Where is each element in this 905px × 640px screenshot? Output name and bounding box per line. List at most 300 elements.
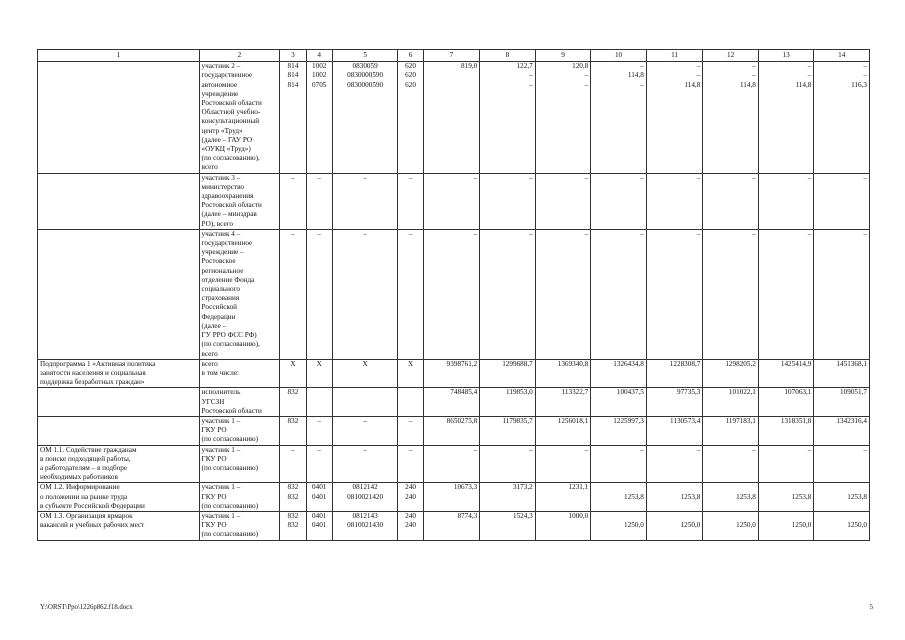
- cell-line: 0401: [312, 521, 327, 530]
- cell-line: (далее –: [201, 321, 227, 330]
- cell-line: 0401: [312, 511, 327, 520]
- cell-line: 0401: [312, 483, 327, 492]
- cell-line: (по согласованию),: [201, 154, 260, 163]
- cell-line: ОМ 1.1. Содействие гражданам: [40, 445, 137, 454]
- value-cell-col11: [646, 229, 703, 359]
- cell-line: 107063,1: [784, 388, 812, 397]
- cell-line: 114,8: [684, 80, 701, 89]
- cell-line: –: [291, 445, 295, 454]
- cell-line: (по согласованию): [201, 463, 259, 472]
- value-cell-col11: [646, 173, 703, 229]
- cell-line: 1369340,8: [557, 359, 589, 368]
- participant-cell: [199, 173, 280, 229]
- value-cell-col11: [646, 445, 703, 483]
- value-cell-col12: [703, 62, 759, 173]
- cell-line: –: [696, 62, 701, 71]
- cell-line: X: [407, 359, 414, 368]
- cell-line: занятости населения и социальная: [40, 368, 146, 377]
- cell-line: 0812142: [352, 483, 378, 492]
- cell-line: [40, 417, 197, 426]
- value-cell-col3: [280, 445, 306, 483]
- cell-line: 1250,0: [791, 521, 812, 530]
- cell-line: [40, 230, 197, 239]
- cell-line: 1231,1: [568, 483, 589, 492]
- value-cell-col3: [280, 388, 306, 417]
- cell-line: –: [291, 229, 295, 238]
- value-cell-col8: [480, 416, 536, 445]
- value-cell-col14: [814, 483, 870, 512]
- cell-line: 109051,7: [840, 388, 867, 397]
- value-cell-col11: [646, 359, 703, 388]
- cell-line: –: [696, 445, 701, 454]
- cell-line: 1250,0: [680, 521, 701, 530]
- table-body: [38, 62, 870, 540]
- value-cell-col3: [280, 173, 306, 229]
- value-cell-col13: [758, 359, 814, 388]
- cell-line: –: [863, 445, 867, 454]
- cell-line: в том числе:: [201, 368, 240, 377]
- value-cell-col13: [758, 173, 814, 229]
- cell-line: ОМ 1.2. Информирование: [40, 483, 120, 492]
- cell-line: 620: [405, 62, 416, 71]
- participant-cell: [199, 62, 280, 173]
- program-name-cell: [38, 483, 200, 512]
- cell-line: 1002: [312, 71, 327, 80]
- value-cell-col7: [423, 445, 480, 483]
- value-cell-col14: [814, 229, 870, 359]
- cell-line: 0812143: [352, 511, 378, 520]
- cell-line: Ростовской области: [201, 201, 262, 210]
- cell-line: –: [640, 80, 644, 89]
- value-cell-col5: [332, 359, 398, 388]
- cell-line: 832: [287, 483, 299, 492]
- cell-line: 1000,0: [568, 511, 589, 520]
- cell-line: учреждение: [201, 89, 239, 98]
- cell-line: 832: [287, 511, 299, 520]
- cell-line: [593, 483, 644, 492]
- value-cell-col8: [480, 173, 536, 229]
- cell-line: здравоохранения: [201, 192, 254, 201]
- value-cell-col6: [398, 483, 423, 512]
- cell-line: 1253,8: [624, 492, 644, 501]
- cell-line: 97735,3: [676, 388, 701, 397]
- cell-line: 819,0: [461, 62, 478, 71]
- cell-line: региональное: [201, 266, 244, 275]
- cell-line: социального: [201, 285, 240, 294]
- cell-line: –: [696, 229, 701, 238]
- cell-line: 832: [287, 521, 299, 530]
- value-cell-col9: [535, 62, 591, 173]
- cell-line: 8774,3: [457, 511, 478, 520]
- cell-line: 832: [287, 416, 299, 425]
- cell-line: –: [317, 229, 321, 238]
- cell-line: ГКУ РО: [201, 454, 227, 463]
- cell-line: страхования: [201, 294, 240, 303]
- column-header-4: 4: [306, 50, 332, 62]
- cell-line: [649, 512, 701, 521]
- value-cell-col10: [591, 173, 647, 229]
- cell-line: –: [363, 173, 367, 182]
- cell-line: –: [752, 229, 756, 238]
- cell-line: 1326434,8: [613, 359, 644, 368]
- cell-line: –: [363, 445, 367, 454]
- cell-line: 0830000590: [347, 71, 384, 80]
- cell-line: центр «Труд»: [201, 126, 243, 135]
- cell-line: –: [317, 445, 321, 454]
- program-name-cell: [38, 511, 200, 540]
- participant-cell: [199, 229, 280, 359]
- value-cell-col12: [703, 483, 759, 512]
- value-cell-col5: [332, 483, 398, 512]
- cell-line: 1524,3: [512, 511, 533, 520]
- column-header-10: 10: [591, 50, 647, 62]
- cell-line: автономное: [201, 80, 238, 89]
- cell-line: ГУ РРО ФСС РФ): [201, 331, 257, 340]
- cell-line: 122,7: [516, 62, 533, 71]
- column-header-7: 7: [423, 50, 480, 62]
- cell-line: [649, 483, 701, 492]
- cell-line: участник 2 –: [201, 62, 241, 71]
- value-cell-col3: [280, 483, 306, 512]
- cell-line: Подпрограмма 1 «Активная политика: [40, 359, 156, 368]
- cell-line: 1197183,1: [725, 416, 756, 425]
- cell-line: [761, 512, 812, 521]
- cell-line: 1250,0: [736, 521, 756, 530]
- cell-line: Ростовское: [201, 257, 236, 266]
- value-cell-col8: [480, 62, 536, 173]
- value-cell-col8: [480, 445, 536, 483]
- value-cell-col6: [398, 445, 423, 483]
- participant-cell: [199, 359, 280, 388]
- cell-line: (по согласованию): [201, 530, 259, 539]
- cell-line: государственное: [201, 71, 253, 80]
- cell-line: 114,8: [627, 71, 644, 80]
- value-cell-col5: [332, 388, 398, 417]
- cell-line: 748485,4: [450, 388, 478, 397]
- cell-line: –: [473, 229, 478, 238]
- column-header-5: 5: [332, 50, 398, 62]
- value-cell-col5: [332, 511, 398, 540]
- cell-line: Областной учебно-: [201, 108, 261, 117]
- value-cell-col5: [332, 173, 398, 229]
- value-cell-col7: [423, 229, 480, 359]
- cell-line: 1298205,2: [725, 359, 756, 368]
- cell-line: [705, 483, 756, 492]
- cell-line: (по согласованию): [201, 501, 259, 510]
- value-cell-col9: [535, 483, 591, 512]
- value-cell-col10: [591, 62, 647, 173]
- value-cell-col8: [480, 229, 536, 359]
- cell-line: Федерации: [201, 312, 236, 321]
- cell-line: 0830000590: [347, 80, 384, 89]
- cell-line: [761, 483, 812, 492]
- value-cell-col11: [646, 511, 703, 540]
- cell-line: ГКУ РО: [201, 521, 227, 530]
- cell-line: [705, 512, 756, 521]
- cell-line: 1342316,4: [836, 416, 867, 425]
- participant-cell: [199, 388, 280, 417]
- value-cell-col4: [306, 483, 332, 512]
- value-cell-col10: [591, 483, 647, 512]
- value-cell-col14: [814, 416, 870, 445]
- value-cell-col10: [591, 388, 647, 417]
- value-cell-col3: [280, 416, 306, 445]
- cell-line: Ростовской области: [201, 406, 262, 415]
- cell-line: –: [640, 229, 644, 238]
- cell-line: (далее – минздрав: [201, 210, 257, 219]
- cell-line: –: [584, 229, 589, 238]
- value-cell-col3: [280, 229, 306, 359]
- value-cell-col9: [535, 445, 591, 483]
- value-cell-col7: [423, 388, 480, 417]
- value-cell-col14: [814, 359, 870, 388]
- table-row: [38, 388, 870, 417]
- value-cell-col7: [423, 359, 480, 388]
- table-row: [38, 173, 870, 229]
- cell-line: 240: [405, 492, 416, 501]
- value-cell-col9: [535, 359, 591, 388]
- cell-line: –: [363, 229, 367, 238]
- cell-line: –: [696, 71, 701, 80]
- cell-line: 814: [287, 62, 299, 71]
- cell-line: –: [363, 416, 367, 425]
- value-cell-col5: [332, 229, 398, 359]
- cell-line: [40, 388, 197, 397]
- cell-line: 1253,8: [736, 492, 756, 501]
- cell-line: министерство: [201, 182, 245, 191]
- cell-line: 9398761,2: [446, 359, 478, 368]
- value-cell-col7: [423, 62, 480, 173]
- cell-line: [816, 483, 867, 492]
- program-name-cell: [38, 62, 200, 173]
- value-cell-col8: [480, 483, 536, 512]
- value-cell-col13: [758, 62, 814, 173]
- cell-line: 814: [287, 80, 299, 89]
- cell-line: –: [807, 445, 812, 454]
- cell-line: –: [807, 173, 812, 182]
- cell-line: всего: [201, 349, 218, 358]
- value-cell-col6: [398, 62, 423, 173]
- value-cell-col10: [591, 511, 647, 540]
- cell-line: –: [640, 445, 644, 454]
- cell-line: [816, 512, 867, 521]
- cell-line: отделение Фонда: [201, 275, 255, 284]
- value-cell-col13: [758, 388, 814, 417]
- cell-line: –: [584, 173, 589, 182]
- cell-line: всего: [201, 163, 218, 172]
- value-cell-col11: [646, 62, 703, 173]
- value-cell-col4: [306, 416, 332, 445]
- value-cell-col8: [480, 388, 536, 417]
- cell-line: 0810021430: [347, 521, 384, 530]
- value-cell-col4: [306, 388, 332, 417]
- value-cell-col11: [646, 416, 703, 445]
- cell-line: –: [317, 173, 321, 182]
- cell-line: –: [529, 445, 533, 454]
- table-row: [38, 229, 870, 359]
- column-header-8: 8: [480, 50, 536, 62]
- cell-line: 101022,1: [728, 388, 756, 397]
- cell-line: 1225997,3: [613, 416, 644, 425]
- value-cell-col6: [398, 173, 423, 229]
- cell-line: –: [584, 445, 589, 454]
- cell-line: –: [807, 71, 812, 80]
- value-cell-col14: [814, 445, 870, 483]
- cell-line: [335, 388, 396, 397]
- cell-line: –: [640, 62, 644, 71]
- cell-line: 240: [405, 511, 416, 520]
- value-cell-col5: [332, 62, 398, 173]
- cell-line: 10673,3: [453, 483, 478, 492]
- cell-line: –: [529, 71, 533, 80]
- cell-line: исполнитель: [201, 388, 241, 397]
- cell-line: –: [863, 71, 867, 80]
- value-cell-col14: [814, 62, 870, 173]
- value-cell-col10: [591, 416, 647, 445]
- cell-line: 1451368,1: [836, 359, 867, 368]
- value-cell-col11: [646, 388, 703, 417]
- value-cell-col12: [703, 445, 759, 483]
- cell-line: –: [863, 62, 867, 71]
- cell-line: X: [362, 359, 368, 368]
- cell-line: 1299688,7: [502, 359, 533, 368]
- cell-line: 1318351,8: [780, 416, 812, 425]
- cell-line: 114,8: [795, 80, 812, 89]
- cell-line: 116,3: [851, 80, 867, 89]
- cell-line: 1425414,9: [780, 359, 812, 368]
- cell-line: 832: [287, 388, 299, 397]
- cell-line: 100437,5: [616, 388, 644, 397]
- cell-line: –: [529, 229, 533, 238]
- value-cell-col9: [535, 173, 591, 229]
- value-cell-col12: [703, 416, 759, 445]
- cell-line: –: [529, 173, 533, 182]
- program-name-cell: [38, 388, 200, 417]
- table-row: [38, 359, 870, 388]
- cell-line: (далее – ГАУ РО: [201, 135, 253, 144]
- cell-line: Ростовской области: [201, 99, 262, 108]
- value-cell-col12: [703, 388, 759, 417]
- cell-line: –: [408, 229, 413, 238]
- program-name-cell: [38, 359, 200, 388]
- value-cell-col13: [758, 229, 814, 359]
- value-cell-col4: [306, 359, 332, 388]
- value-cell-col10: [591, 229, 647, 359]
- cell-line: –: [317, 416, 321, 425]
- program-name-cell: [38, 416, 200, 445]
- value-cell-col6: [398, 511, 423, 540]
- participant-cell: [199, 511, 280, 540]
- cell-line: X: [290, 359, 296, 368]
- value-cell-col13: [758, 416, 814, 445]
- column-header-1: 1: [38, 50, 200, 62]
- program-name-cell: [38, 173, 200, 229]
- cell-line: –: [640, 173, 644, 182]
- cell-line: «ОУКЦ «Труд»): [201, 145, 251, 154]
- value-cell-col6: [398, 229, 423, 359]
- value-cell-col6: [398, 388, 423, 417]
- cell-line: 1179835,7: [502, 416, 533, 425]
- value-cell-col13: [758, 483, 814, 512]
- cell-line: –: [752, 62, 756, 71]
- table-row: [38, 511, 870, 540]
- cell-line: –: [584, 71, 589, 80]
- cell-line: –: [807, 62, 812, 71]
- cell-line: 620: [405, 80, 416, 89]
- cell-line: о положении на рынке труда: [40, 492, 128, 501]
- value-cell-col12: [703, 511, 759, 540]
- cell-line: –: [807, 229, 812, 238]
- value-cell-col5: [332, 445, 398, 483]
- cell-line: 0401: [312, 492, 327, 501]
- cell-line: участник 1 –: [201, 416, 241, 425]
- cell-line: 240: [405, 521, 416, 530]
- cell-line: –: [408, 173, 413, 182]
- cell-line: 1250,0: [847, 521, 867, 530]
- value-cell-col9: [535, 511, 591, 540]
- cell-line: –: [696, 173, 701, 182]
- value-cell-col9: [535, 388, 591, 417]
- cell-line: 1253,8: [847, 492, 867, 501]
- cell-line: 120,8: [572, 62, 589, 71]
- cell-line: 1253,8: [680, 492, 701, 501]
- value-cell-col8: [480, 511, 536, 540]
- value-cell-col4: [306, 62, 332, 173]
- footer-file-path: Y:\ORST\Ppo\1226p862.f18.docx: [40, 604, 133, 611]
- value-cell-col7: [423, 511, 480, 540]
- cell-line: 832: [287, 492, 299, 501]
- cell-line: (по согласованию): [201, 435, 259, 444]
- header-row: [38, 50, 870, 62]
- cell-line: 113322,7: [561, 388, 589, 397]
- value-cell-col3: [280, 359, 306, 388]
- cell-line: X: [316, 359, 322, 368]
- cell-line: всего: [201, 359, 218, 368]
- value-cell-col12: [703, 173, 759, 229]
- cell-line: –: [752, 71, 756, 80]
- value-cell-col11: [646, 483, 703, 512]
- program-name-cell: [38, 229, 200, 359]
- value-cell-col6: [398, 416, 423, 445]
- column-header-11: 11: [646, 50, 703, 62]
- value-cell-col12: [703, 229, 759, 359]
- column-header-6: 6: [398, 50, 423, 62]
- cell-line: Российской: [201, 303, 237, 312]
- program-name-cell: [38, 445, 200, 483]
- value-cell-col4: [306, 511, 332, 540]
- column-header-9: 9: [535, 50, 591, 62]
- table-row: [38, 483, 870, 512]
- cell-line: 8650275,8: [446, 416, 478, 425]
- column-header-13: 13: [758, 50, 814, 62]
- cell-line: 1228308,7: [669, 359, 701, 368]
- cell-line: –: [584, 80, 589, 89]
- cell-line: 1002: [312, 62, 327, 71]
- value-cell-col14: [814, 511, 870, 540]
- cell-line: [40, 62, 197, 71]
- cell-line: 119853,0: [506, 388, 533, 397]
- cell-line: [593, 512, 644, 521]
- cell-line: участник 1 –: [201, 483, 241, 492]
- value-cell-col9: [535, 229, 591, 359]
- cell-line: УГСЗН: [201, 397, 225, 406]
- program-table: [37, 49, 870, 541]
- participant-cell: [199, 483, 280, 512]
- cell-line: –: [408, 445, 413, 454]
- value-cell-col10: [591, 445, 647, 483]
- cell-line: в поиске подходящей работы,: [40, 454, 131, 463]
- column-header-2: 2: [199, 50, 280, 62]
